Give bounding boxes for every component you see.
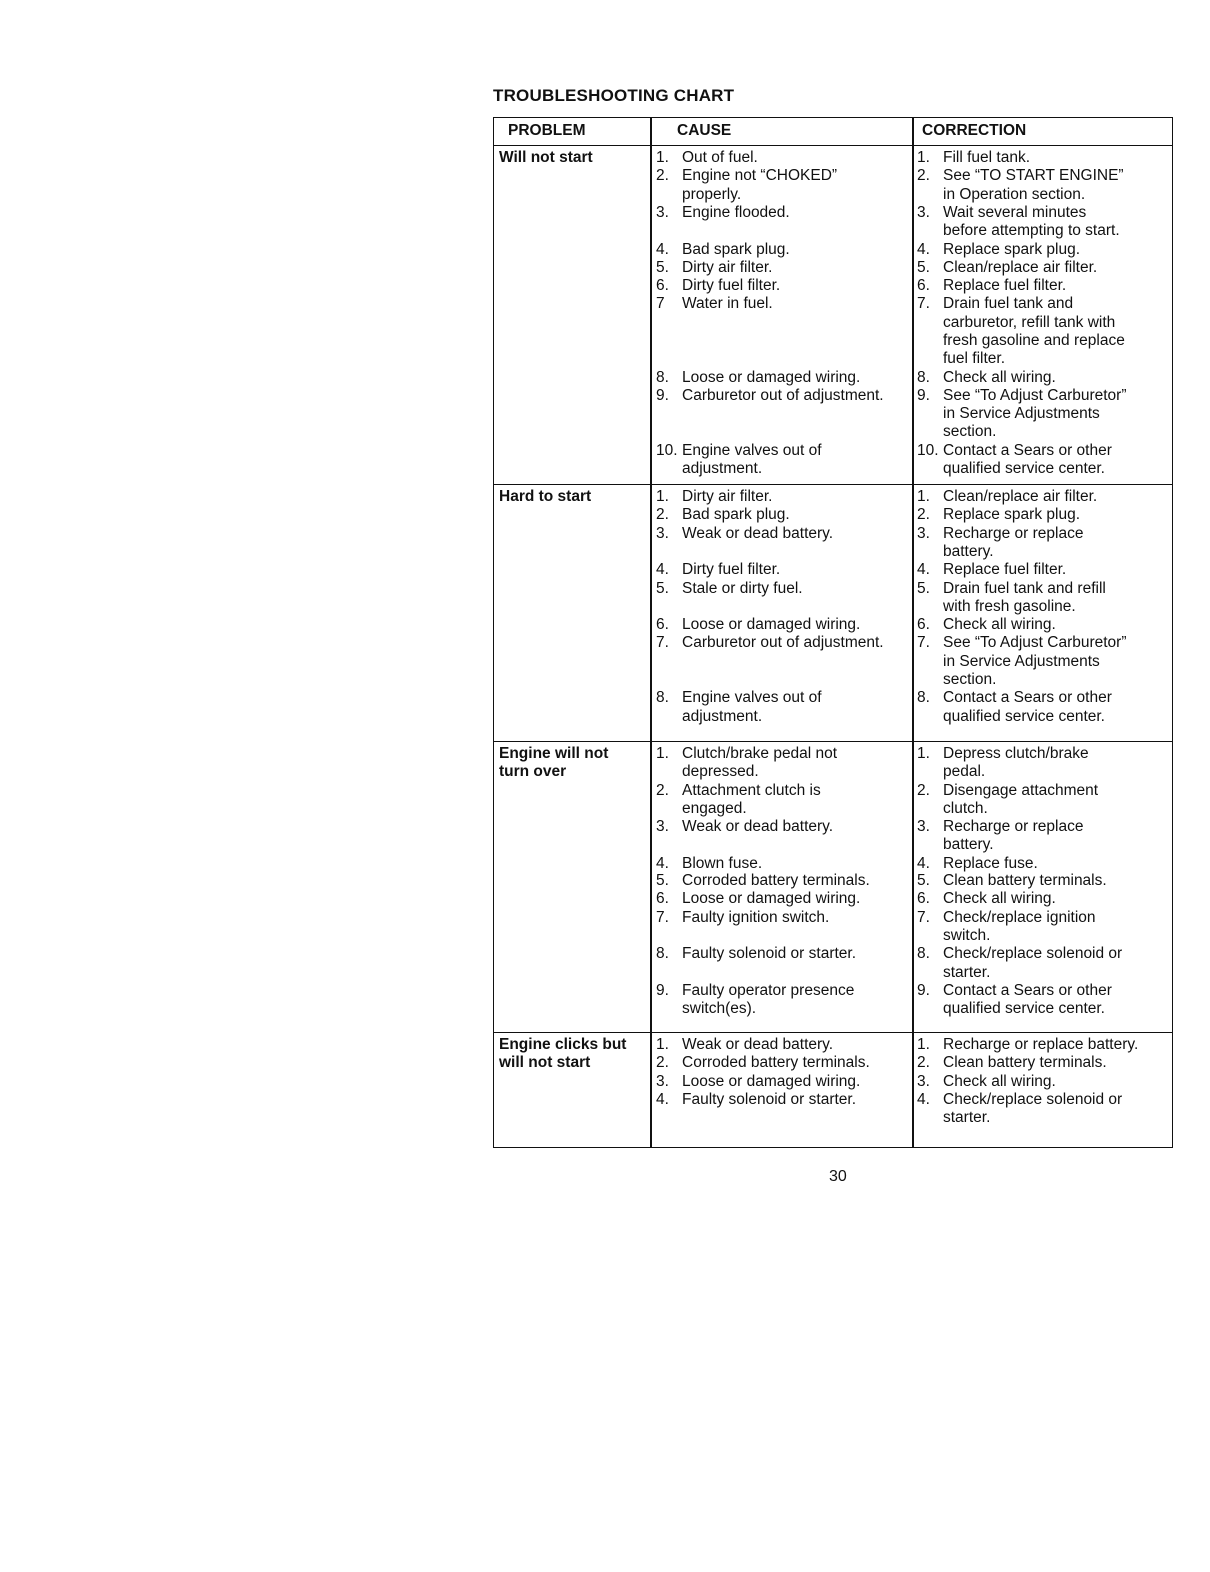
header-divider — [650, 118, 652, 145]
item-text: Replace fuse. — [943, 854, 1038, 872]
item-number: 1. — [917, 149, 930, 166]
correction-list-item — [917, 1054, 1107, 1072]
cause-list-item — [656, 782, 821, 819]
item-number: 10. — [917, 441, 939, 459]
cause-list-item — [656, 387, 884, 405]
item-text: Fill fuel tank. — [943, 149, 1031, 166]
item-number: 6. — [656, 616, 669, 634]
item-text: Water in fuel. — [682, 295, 773, 313]
cause-list-item — [656, 634, 884, 652]
problem-label: Will not start — [499, 149, 593, 166]
item-text: Corroded battery terminals. — [682, 1054, 870, 1072]
item-number: 2. — [917, 167, 930, 185]
cause-list-item — [656, 872, 870, 890]
item-text: Dirty fuel filter. — [682, 277, 781, 295]
item-text: Replace spark plug. — [943, 240, 1080, 258]
cause-list-item — [656, 818, 833, 836]
correction-list-item — [917, 689, 1112, 726]
cause-list-item — [656, 689, 822, 726]
item-text: Check all wiring. — [943, 368, 1056, 386]
item-text: Check all wiring. — [943, 1072, 1056, 1090]
item-number: 9. — [656, 386, 669, 404]
item-number: 8. — [656, 368, 669, 386]
item-text: Faulty operator presence switch(es). — [682, 981, 855, 1018]
header-cause: CAUSE — [677, 122, 732, 139]
column-divider — [912, 485, 914, 741]
problem-label: Engine will not turn over — [499, 745, 609, 781]
item-number: 5. — [917, 579, 930, 597]
item-text: Bad spark plug. — [682, 240, 790, 258]
problem-label: Hard to start — [499, 488, 592, 505]
column-divider — [650, 742, 652, 1032]
column-divider — [650, 1033, 652, 1147]
correction-list-item — [917, 506, 1080, 524]
item-number: 1. — [917, 1036, 930, 1053]
item-number: 1. — [656, 745, 669, 762]
correction-list-item — [917, 241, 1080, 259]
item-number: 6. — [917, 277, 930, 295]
item-text: Dirty fuel filter. — [682, 561, 781, 579]
item-text: See “To Adjust Carburetor” in Service Adjustments section. — [943, 634, 1127, 688]
correction-list-item — [917, 982, 1112, 1019]
item-number: 4. — [656, 561, 669, 579]
item-text: Loose or damaged wiring. — [682, 368, 861, 386]
correction-list-item — [917, 855, 1038, 873]
item-text: Loose or damaged wiring. — [682, 1072, 861, 1090]
item-number: 2. — [656, 1054, 669, 1072]
item-text: Weak or dead battery. — [682, 524, 834, 542]
item-text: Depress clutch/brake pedal. — [943, 745, 1089, 781]
item-number: 3. — [917, 1072, 930, 1090]
correction-list-item — [917, 634, 1127, 689]
column-divider — [912, 146, 914, 484]
item-text: Faulty ignition switch. — [682, 908, 830, 926]
cause-list-item — [656, 488, 772, 506]
correction-list-item — [917, 782, 1098, 819]
table-row — [494, 485, 1172, 742]
item-text: Engine flooded. — [682, 203, 790, 221]
page-number: 30 — [829, 1168, 847, 1185]
item-number: 1. — [656, 1036, 669, 1053]
cause-list-item — [656, 855, 762, 873]
item-number: 4. — [656, 1090, 669, 1108]
table-row — [494, 146, 1172, 485]
correction-list-item — [917, 818, 1083, 855]
header-correction: CORRECTION — [922, 122, 1027, 139]
item-text: Carburetor out of adjustment. — [682, 386, 884, 404]
item-number: 1. — [917, 488, 930, 505]
item-number: 4. — [656, 854, 669, 872]
correction-list-item — [917, 890, 1056, 908]
correction-list-item — [917, 1091, 1122, 1128]
item-text: Dirty air filter. — [682, 488, 773, 505]
table-body — [494, 146, 1172, 1147]
header-divider — [912, 118, 914, 145]
item-text: Contact a Sears or other qualified service center. — [943, 981, 1112, 1018]
cause-list-item — [656, 204, 790, 222]
correction-list-item — [917, 204, 1120, 241]
item-text: Corroded battery terminals. — [682, 872, 870, 890]
cause-list-item — [656, 561, 780, 579]
table-row — [494, 1033, 1172, 1147]
item-number: 4. — [917, 240, 930, 258]
item-number: 3. — [656, 203, 669, 221]
item-number: 2. — [656, 781, 669, 799]
item-number: 3. — [656, 818, 669, 836]
cause-list-item — [656, 241, 790, 259]
column-divider — [650, 485, 652, 741]
item-number: 5. — [656, 258, 669, 276]
table-header — [494, 118, 1172, 146]
item-number: 4. — [917, 1090, 930, 1108]
item-number: 2. — [917, 781, 930, 799]
correction-list-item — [917, 149, 1030, 167]
item-text: Carburetor out of adjustment. — [682, 634, 884, 652]
table-row — [494, 742, 1172, 1033]
cause-list-item — [656, 1073, 860, 1091]
item-number: 7. — [917, 908, 930, 926]
item-number: 1. — [656, 488, 669, 505]
item-number: 10. — [656, 441, 678, 459]
item-text: Faulty solenoid or starter. — [682, 1090, 857, 1108]
correction-list-item — [917, 872, 1107, 890]
correction-list-item — [917, 616, 1056, 634]
item-number: 2. — [656, 506, 669, 524]
item-number: 7. — [656, 908, 669, 926]
problem-label: Engine clicks but will not start — [499, 1036, 627, 1072]
item-number: 3. — [917, 203, 930, 221]
item-number: 8. — [917, 368, 930, 386]
correction-list-item — [917, 259, 1097, 277]
item-text: Drain fuel tank and carburetor, refill tank with fresh gasoline and replace fuel filter. — [943, 295, 1125, 368]
cause-list-item — [656, 890, 860, 908]
item-text: Check all wiring. — [943, 616, 1056, 634]
item-text: Clean battery terminals. — [943, 872, 1107, 890]
correction-list-item — [917, 525, 1083, 562]
item-number: 7. — [656, 634, 669, 652]
item-text: Contact a Sears or other qualified service center. — [943, 689, 1112, 725]
item-text: Replace fuel filter. — [943, 561, 1067, 579]
item-text: Weak or dead battery. — [682, 1036, 834, 1053]
cause-list-item — [656, 295, 773, 313]
item-number: 4. — [917, 854, 930, 872]
item-text: Recharge or replace battery. — [943, 1036, 1139, 1053]
cause-list-item — [656, 259, 772, 277]
item-number: 5. — [656, 579, 669, 597]
correction-list-item — [917, 909, 1096, 946]
item-number: 1. — [656, 149, 669, 166]
cause-list-item — [656, 167, 837, 204]
correction-list-item — [917, 488, 1097, 506]
item-text: Faulty solenoid or starter. — [682, 945, 857, 963]
item-number: 1. — [917, 745, 930, 762]
cause-list-item — [656, 525, 833, 543]
correction-list-item — [917, 580, 1106, 617]
item-text: Recharge or replace battery. — [943, 524, 1084, 560]
item-text: Engine not “CHOKED” properly. — [682, 167, 838, 203]
item-text: Drain fuel tank and refill with fresh gasoline. — [943, 579, 1106, 615]
cause-list-item — [656, 909, 829, 927]
item-text: Weak or dead battery. — [682, 818, 834, 836]
item-text: Disengage attachment clutch. — [943, 781, 1099, 817]
item-number: 4. — [656, 240, 669, 258]
column-divider — [912, 1033, 914, 1147]
item-number: 5. — [656, 872, 669, 890]
item-text: Replace spark plug. — [943, 506, 1080, 524]
item-number: 8. — [656, 945, 669, 963]
item-number: 6. — [656, 890, 669, 908]
item-number: 8. — [917, 945, 930, 963]
cause-list-item — [656, 149, 758, 167]
item-text: See “To Adjust Carburetor” in Service Adjustments section. — [943, 386, 1127, 441]
header-problem: PROBLEM — [508, 122, 586, 139]
item-text: Replace fuel filter. — [943, 277, 1067, 295]
item-number: 4. — [917, 561, 930, 579]
item-number: 3. — [917, 818, 930, 836]
item-number: 3. — [656, 1072, 669, 1090]
item-text: Loose or damaged wiring. — [682, 890, 861, 908]
item-number: 7. — [917, 634, 930, 652]
item-text: Stale or dirty fuel. — [682, 579, 803, 597]
item-text: Check/replace solenoid or starter. — [943, 945, 1123, 981]
cause-list-item — [656, 982, 854, 1019]
item-text: Recharge or replace battery. — [943, 818, 1084, 854]
item-text: Check/replace solenoid or starter. — [943, 1090, 1123, 1127]
item-number: 2. — [656, 167, 669, 185]
item-number: 3. — [656, 524, 669, 542]
cause-list-item — [656, 506, 790, 524]
item-text: Dirty air filter. — [682, 258, 773, 276]
item-number: 6. — [917, 616, 930, 634]
item-number: 7 — [656, 295, 665, 313]
item-number: 5. — [917, 872, 930, 890]
item-number: 3. — [917, 524, 930, 542]
item-text: Attachment clutch is engaged. — [682, 781, 821, 817]
item-text: Engine valves out of adjustment. — [682, 441, 822, 478]
cause-list-item — [656, 369, 860, 387]
item-number: 9. — [917, 386, 930, 404]
column-divider — [650, 146, 652, 484]
item-text: See “TO START ENGINE” in Operation section. — [943, 167, 1124, 203]
item-text: Check/replace ignition switch. — [943, 908, 1096, 945]
item-number: 2. — [917, 1054, 930, 1072]
correction-list-item — [917, 369, 1056, 387]
item-number: 8. — [656, 689, 669, 707]
correction-list-item — [917, 442, 1112, 479]
item-text: Wait several minutes before attempting to start. — [943, 203, 1120, 240]
item-number: 8. — [917, 689, 930, 707]
item-text: Clean/replace air filter. — [943, 258, 1098, 276]
correction-list-item — [917, 295, 1125, 368]
item-number: 7. — [917, 295, 930, 313]
item-number: 6. — [656, 277, 669, 295]
item-number: 9. — [656, 981, 669, 999]
cause-list-item — [656, 1054, 870, 1072]
cause-list-item — [656, 616, 860, 634]
correction-list-item — [917, 1036, 1138, 1054]
item-number: 6. — [917, 890, 930, 908]
column-divider — [912, 742, 914, 1032]
item-text: Clean/replace air filter. — [943, 488, 1098, 505]
correction-list-item — [917, 745, 1089, 782]
correction-list-item — [917, 945, 1122, 982]
item-text: Clean battery terminals. — [943, 1054, 1107, 1072]
item-text: Check all wiring. — [943, 890, 1056, 908]
item-text: Out of fuel. — [682, 149, 758, 166]
item-number: 9. — [917, 981, 930, 999]
item-text: Clutch/brake pedal not depressed. — [682, 745, 838, 781]
chart-title: TROUBLESHOOTING CHART — [493, 86, 735, 105]
item-number: 5. — [917, 258, 930, 276]
correction-list-item — [917, 1073, 1056, 1091]
item-text: Blown fuse. — [682, 854, 763, 872]
correction-list-item — [917, 277, 1066, 295]
item-text: Contact a Sears or other qualified service center. — [943, 441, 1112, 478]
cause-list-item — [656, 442, 822, 479]
cause-list-item — [656, 745, 837, 782]
item-text: Loose or damaged wiring. — [682, 616, 861, 634]
cause-list-item — [656, 580, 803, 598]
cause-list-item — [656, 945, 856, 963]
correction-list-item — [917, 561, 1066, 579]
cause-list-item — [656, 1091, 856, 1109]
correction-list-item — [917, 387, 1127, 442]
item-text: Engine valves out of adjustment. — [682, 689, 822, 725]
item-number: 2. — [917, 506, 930, 524]
cause-list-item — [656, 1036, 833, 1054]
cause-list-item — [656, 277, 780, 295]
correction-list-item — [917, 167, 1124, 204]
item-text: Bad spark plug. — [682, 506, 790, 524]
troubleshooting-table — [493, 117, 1173, 1148]
